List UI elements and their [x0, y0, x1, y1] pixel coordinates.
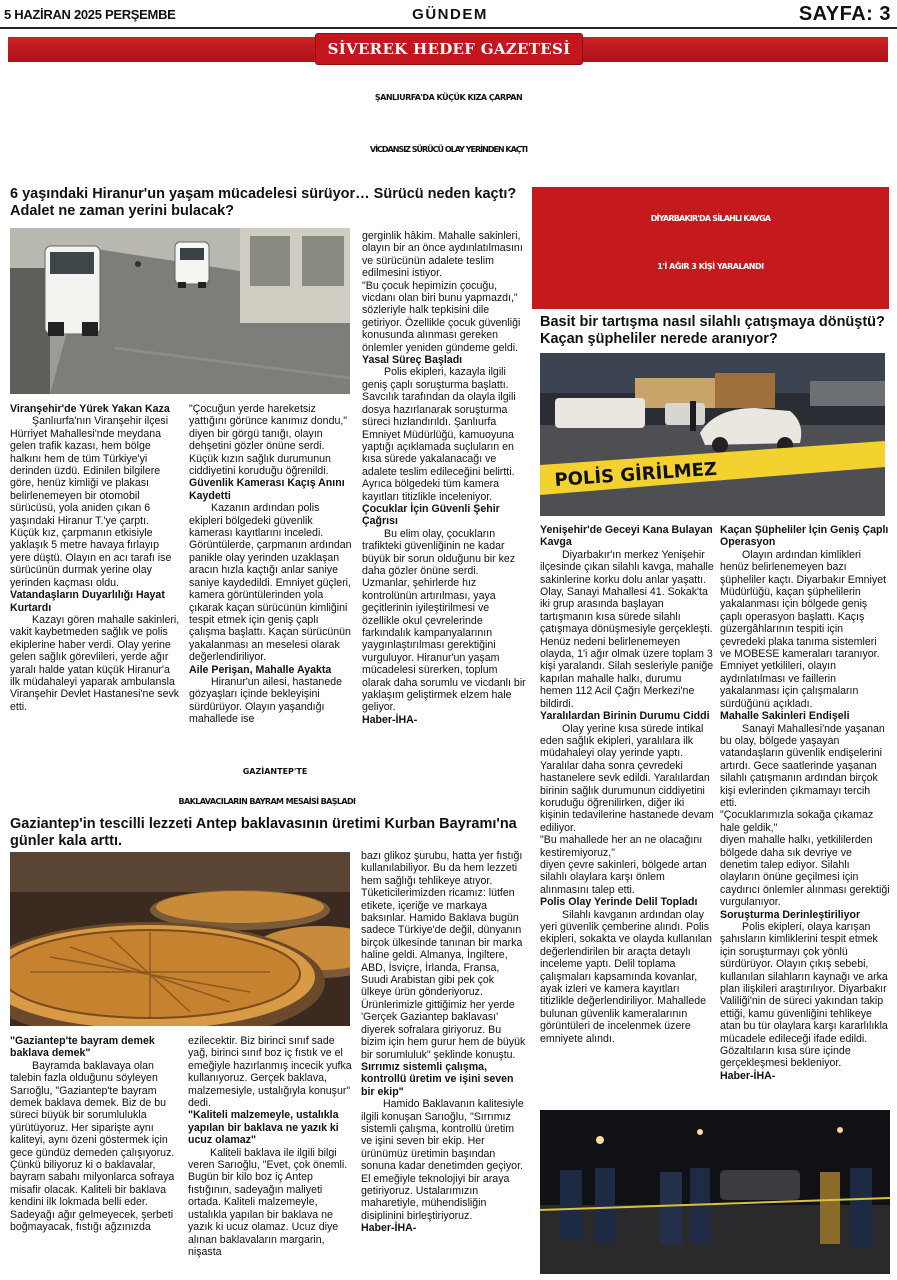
main-deck: 6 yaşındaki Hiranur'un yaşam mücadelesi sürüyor… Sürücü neden kaçtı? Adalet ne zaman yerini bulacak?	[10, 186, 517, 219]
section-name: GÜNDEM	[412, 6, 488, 23]
newspaper-name: SİVEREK HEDEF GAZETESİ	[327, 40, 571, 58]
paragraph: Kazayı gören mahalle sakinleri, vakit kaybetmeden sağlık ve polis ekiplerine haber verdi. Olay yerine gelen sağlık görevlileri, yerde ağır yaralı halde yatan küçük Hiranur'a ilk müdahaleyi yaparak ambulansla Viranşehir Devlet Hastanesi'ne sevk etti.	[10, 613, 180, 713]
subheading: Aile Perişan, Mahalle Ayakta	[189, 663, 332, 676]
quote: "Bu çocuk hepimizin çocuğu, vicdanı olan biri bunu yapmazdı,"	[362, 279, 518, 305]
diyarbakir-col2	[720, 524, 890, 1109]
paragraph: Kaliteli baklava ile ilgili bilgi veren Sarıoğlu, "Evet, çok önemli. Bugün bir kilo boz iç Antep fıstığının, sadeyağın maliyeti ortada. Kaliteli malzemeyle, ustalıkla yapılan bir baklava ne yazık ki ucuz olamaz. Ucuz diye alınan baklavaların margarin, nişasta	[188, 1146, 348, 1258]
paragraph: Bu elim olay, çocukların trafikteki güvenliğinin ne kadar büyük bir sorun olduğunu bir kez daha gözler önüne serdi. Uzmanlar, şehirlerde hız kontrolünün artırılması, yaya geçitlerinin iyileştirilmesi ve özellikle okul çevrelerinde farkındalık kampanyalarının yaygınlaştırılması gerektiğini vurguluyor. Hiranur'un yaşam mücadelesi sürerken, toplum olarak daha sorumlu ve vicdanlı bir yaklaşım geliştirmek elzem hale geliyor.	[362, 527, 526, 714]
gaziantep-headline: BAKLAVACILARIN BAYRAM MESAİSİ BAŞLADI	[178, 797, 356, 806]
police-tape-text: POLİS GİRİLMEZ	[553, 458, 718, 491]
gaziantep-col1	[10, 1035, 180, 1280]
subheading: Soruşturma Derinleştiriliyor	[720, 908, 861, 921]
main-col2	[189, 403, 355, 758]
paragraph: Kazanın ardından polis ekipleri bölgedeki güvenlik kamerası kayıtlarını inceledi. Görüntülerde, çarpmanın ardından panikle olay yerinden uzaklaşan aracın hızla kaçtığı anlar saniye saniye kaydedildi. Emniyet güçleri, kamera görüntülerinden yola çıkarak kaçan sürücünün kimliğini tespit etmek için geniş çaplı çalışma başlattı. Kaçan sürücünün yakalanması an meselesi olarak değerlendiriliyor.	[189, 502, 352, 664]
byline: Haber-İHA-	[362, 713, 418, 726]
subheading: Vatandaşların Duyarlılığı Hayat Kurtardı	[10, 589, 165, 614]
diyarbakir-col1	[540, 524, 715, 1109]
subheading: "Kaliteli malzemeyle, ustalıkla yapılan bir baklava ne yazık ki ucuz olamaz"	[188, 1109, 339, 1147]
paragraph: Hiranur'un ailesi, hastanede gözyaşları içinde bekleyişini sürdürüyor. Olayın yaşandığı mahallede ise	[189, 675, 342, 726]
subheading: Yenişehir'de Geceyi Kana Bulayan Kavga	[540, 524, 713, 549]
subheading: Güvenlik Kamerası Kaçış Anını Kaydetti	[189, 477, 345, 502]
diyarbakir-headline-box	[532, 187, 889, 309]
subheading: "Gaziantep'te bayram demek baklava demek"	[10, 1035, 155, 1060]
subheading: Çocuklar İçin Güvenli Şehir Çağrısı	[362, 502, 500, 528]
paragraph: diyen mahalle halkı, yetkililerden bölgede daha sık devriye ve denetim talep ediyor. Silahlı olayların önüne geçilmesi için caydırıcı önlemler alınması gerektiği vurgulanıyor.	[720, 834, 890, 909]
main-col1	[10, 403, 180, 761]
paragraph: Bayramda baklavaya olan talebin fazla olduğunu söyleyen Sarıoğlu, "Gaziantep'te bayram demek baklava demek. Biz de bu süreci büyük bir sorumlulukla yürütüyoruz. Her siparişte aynı kaliteyi, aynı özeni göstermek için gece gündüz demeden çalışıyoruz. Çünkü biliyoruz ki o baklavalar, bayram sabahı milyonlarca sofraya misafir olacak. Kaliteli bir baklava kendini ilk lokmada belli eder. Sadeyağı ağır gelmeyecek, şerbeti boğmayacak, fıstığı ağzınızda	[10, 1059, 175, 1234]
subheading: Yaralılardan Birinin Durumu Ciddi	[540, 710, 710, 723]
byline: Haber-İHA-	[361, 1222, 417, 1235]
main-headline-line1: ŞANLIURFA'DA KÜÇÜK KIZA ÇARPAN	[374, 93, 523, 102]
header-rule	[0, 27, 897, 29]
subheading: Sırrımız sistemli çalışma, kontrollü üretim ve işini seven bir ekip"	[361, 1060, 514, 1098]
quote: "Çocuklarımızla sokağa çıkamaz hale geldik,"	[720, 809, 874, 834]
paragraph: diyen bir görgü tanığı, olayın dehşetini gözler önüne serdi. Küçük kızın sağlık durumunun ciddiyetini koruduğu öğrenildi.	[189, 427, 331, 478]
street-accident-photo	[10, 228, 350, 394]
diyarbakir-headline-line2: 1'İ AĞIR 3 KİŞİ YARALANDI	[657, 262, 764, 271]
paragraph: Hamido Baklavanın kalitesiyle ilgili konuşan Sarıoğlu, "Sırrımız sistemli çalışma, kontrollü üretim ve işini seven bir ekip. Her ürünümüz üretimin başından sonuna kadar denetimden geçiyor. El emeğiyle teknolojiyi bir araya getiriyoruz. Ustalarımızın maharetiyle, mühendisliğin disiplinini birleştiriyoruz.	[361, 1098, 524, 1222]
diyarbakir-deck: Basit bir tartışma nasıl silahlı çatışmaya dönüştü? Kaçan şüpheliler nerede aranıyor?	[540, 314, 885, 347]
subheading: Viranşehir'de Yürek Yakan Kaza	[10, 403, 170, 415]
quote: "Bu mahallede her an ne olacağını kestiremiyoruz,"	[540, 834, 703, 859]
issue-date: 5 HAZİRAN 2025 PERŞEMBE	[4, 7, 176, 22]
paragraph: Diyarbakır'ın merkez Yenişehir ilçesinde çıkan silahlı kavga, mahalle sakinlerine korku dolu anlar yaşattı. Olay, Sanayi Mahallesi 41. Sokak'ta iki grup arasında başlayan tartışmanın kısa sürede silahlı çatışmaya dönüşmesiyle gerçekleşti. Henüz nedeni belirlenemeyen olayda, 1'i ağır olmak üzere toplam 3 kişi yaralandı. Silah sesleriyle paniğe kapılan mahalle halkı, durumu hemen 112 Acil Çağrı Merkezi'ne bildirdi.	[540, 548, 714, 710]
quote: "Çocuğun yerde hareketsiz yattığını görünce kanımız dondu,"	[189, 403, 348, 428]
paragraph: gerginlik hâkim. Mahalle sakinleri, olayın bir an önce aydınlatılmasını ve sürücünün adalete teslim edilmesini istiyor.	[362, 230, 523, 280]
subheading: Mahalle Sakinleri Endişeli	[720, 710, 850, 723]
subheading: Yasal Süreç Başladı	[362, 354, 463, 367]
gaziantep-col3	[361, 850, 526, 1280]
gaziantep-col2	[188, 1035, 355, 1280]
gaziantep-deck: Gaziantep'in tescilli lezzeti Antep baklavasının üretimi Kurban Bayramı'na günler kala arttı.	[10, 816, 517, 849]
paragraph: Olay yerine kısa sürede intikal eden sağlık ekipleri, yaralılara ilk müdahaleyi olay yerinde yaptı. Yaralılar daha sonra çevredeki hastanelere sevk edildi. Yaralılardan birinin sağlık durumunun ciddiyetini koruduğu öğrenilirken, diğer iki kişinin tedavilerine hastanede devam ediliyor.	[540, 722, 714, 834]
diyarbakir-headline-line1: DİYARBAKIR'DA SİLAHLI KAVGA	[650, 214, 771, 223]
night-police-photo	[540, 1110, 890, 1274]
page-number: SAYFA: 3	[798, 3, 891, 25]
baklava-photo	[10, 852, 350, 1026]
paragraph: ezilecektir. Biz birinci sınıf sade yağ, birinci sınıf boz iç fıstık ve el emeğiyle hazırlanmış incecik yufka kullanıyoruz. Gerçek baklava, malzemesiyle, ustalığıyla konuşur" dedi.	[188, 1035, 352, 1110]
subheading: Kaçan Şüpheliler İçin Geniş Çaplı Operasyon	[720, 524, 889, 549]
paragraph: Silahlı kavganın ardından olay yeri güvenlik çemberine alındı. Polis ekipleri, sokakta ve olayda kullanılan değerlendirilen bir araçta detaylı inceleme yaptı. Delil toplama çalışmaları kapsamında kovanlar, ayak izleri ve kamera kayıtları titizlikle değerlendiriliyor. Mahallede bulunan güvenlik kameralarının görüntüleri de incelenmek üzere emniyete alındı.	[540, 908, 712, 1045]
paragraph: Şanlıurfa'nın Viranşehir ilçesi Hürriyet Mahallesi'nde meydana gelen trafik kazası, hem bölge halkını hem de tüm Türkiye'yi derinden üzdü. Edinilen bilgilere göre, henüz kimliği ve plakası belirlenemeyen bir otomobil sürücüsü, yola aniden çıkan 6 yaşındaki Hiranur T.'ye çarptı. Küçük kız, çarpmanın etkisiyle yaklaşık 5 metre havaya fırlayıp yere düştü. Olayın en acı tarafı ise sürücünün durmak yerine olay yerinden kaçması oldu.	[10, 415, 172, 589]
gaziantep-kicker: GAZİANTEP'TE	[242, 767, 308, 776]
paragraph: Polis ekipleri, olaya karışan şahısların kimliklerini tespit etmek için soruşturmayı çok yönlü sürdürüyor. Olayın çıkış sebebi, kullanılan silahların kaynağı ve arka plan ilişkileri araştırılıyor. Diyarbakır Valiliği'nin de süreci yakından takip ettiği, kamu güvenliğini tehlikeye atan bu tür olaylara karşı kararlılıkla mücadele edileceği ifade edildi. Gözaltıların kısa süre içinde gerçekleşmesi bekleniyor.	[720, 921, 888, 1070]
paragraph: Polis ekipleri, kazayla ilgili geniş çaplı soruşturma başlattı. Savcılık tarafından da olayla ilgili dosya hazırlanarak soruşturma süreci hızlandırıldı. Şanlıurfa Emniyet Müdürlüğü, kamuoyuna yaptığı açıklamada suçluların en kısa sürede yakalanacağı ve adalete teslim edileceğini belirtti. Ayrıca bölgedeki tüm kamera kayıtları titizlikle inceleniyor.	[362, 366, 516, 503]
paragraph: sözleriyle halk tepkisini dile getiriyor. Özellikle çocuk güvenliği konusunda alınması gereken önlemler yeniden gündeme geldi.	[362, 304, 521, 354]
banner-label	[315, 33, 583, 65]
paragraph: diyen çevre sakinleri, bölgede artan silahlı olaylara karşı önlem alınmasını talep etti.	[540, 858, 707, 896]
subheading: Polis Olay Yerinde Delil Topladı	[540, 896, 698, 909]
crime-scene-photo	[540, 353, 885, 516]
paragraph: bazı glikoz şurubu, hatta yer fıstığı kullanılabiliyor. Bu da hem lezzeti hem sağlığı tehlikeye atıyor. Tüketicilerimizden ricamız: lütfen etikete, içeriğe ve markaya baksınlar. Hamido Baklava bugün sadece Türkiye'de değil, dünyanın birçok ülkesinde tanınan bir marka haline geldi. Almanya, İngiltere, ABD, İsviçre, İrlanda, Fransa, Suudi Arabistan gibi pek çok ülkeye ürün gönderiyoruz. Ürünlerimizle gittiğimiz her yerde 'Gerçek Gaziantep baklavası' diyerek sofralara giriyoruz. Bu bizim için hem gurur hem de büyük bir sorumluluk" şeklinde konuştu.	[361, 850, 526, 1061]
paragraph: Olayın ardından kimlikleri henüz belirlenemeyen bazı şüpheliler kaçtı. Diyarbakır Emniyet Müdürlüğü, kaçan şüphelilerin yakalanması için bölgede geniş çaplı operasyon başlattı. Kaçış güzergâhlarının tespiti için çevredeki plaka tanıma sistemleri ve MOBESE kameraları taranıyor. Emniyet yetkilileri, olayın aydınlatılması ve faillerin yakalanması için çalışmaların sürdüğünü açıkladı.	[720, 548, 887, 710]
byline: Haber-İHA-	[720, 1069, 776, 1082]
main-col3	[362, 230, 526, 760]
paragraph: Sanayi Mahallesi'nde yaşanan bu olay, bölgede yaşayan vatandaşların güvenlik endişelerini artırdı. Gece saatlerinde yaşanan silahlı çatışmanın ardından birçok kişi evlerinden çıkmamayı tercih etti.	[720, 722, 885, 809]
main-headline-line2: VİCDANSIZ SÜRÜCÜ OLAY YERİNDEN KAÇTI	[369, 145, 528, 154]
page-header	[0, 0, 897, 28]
